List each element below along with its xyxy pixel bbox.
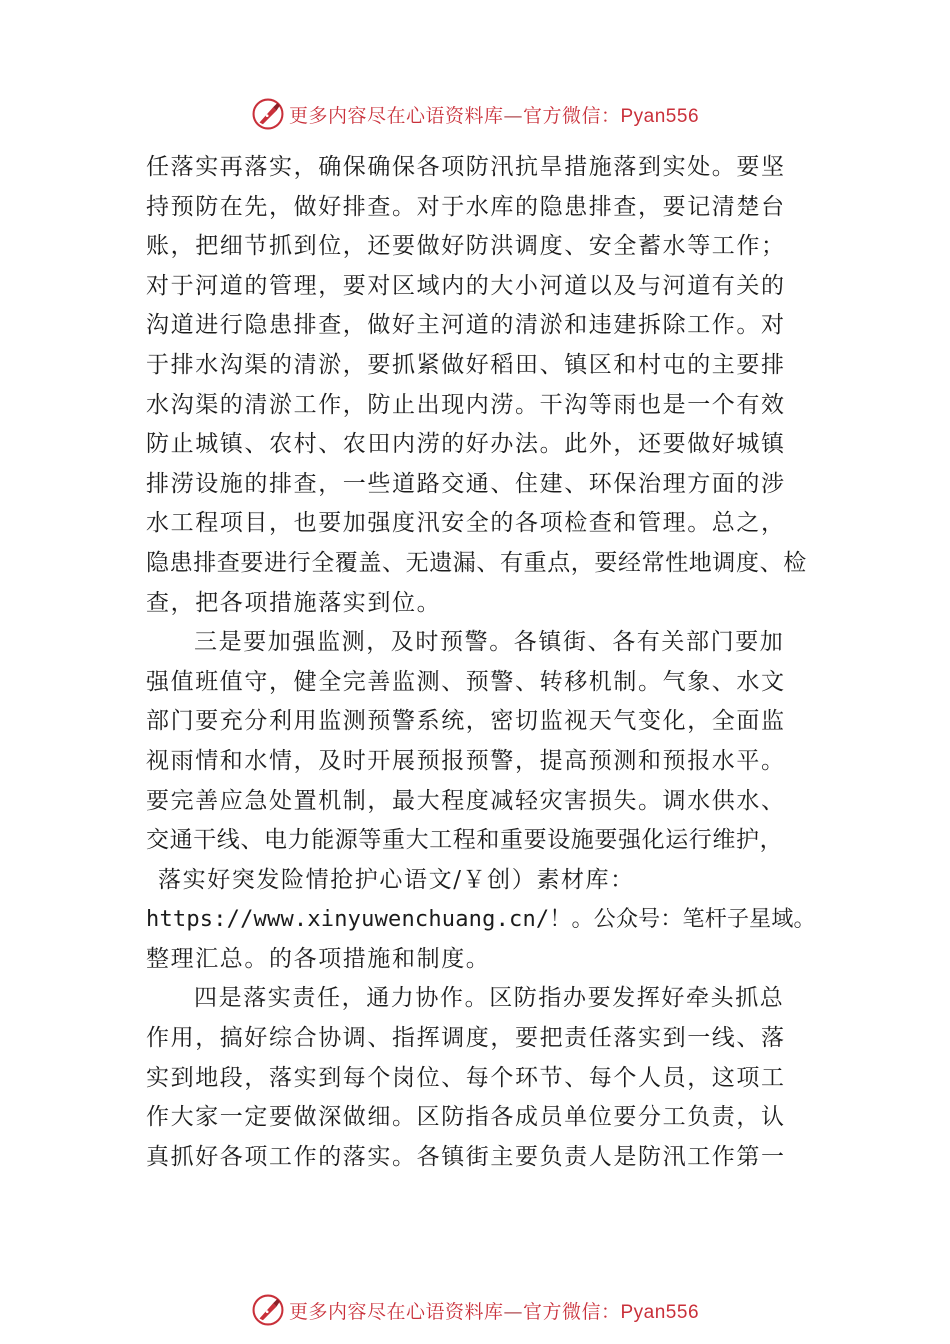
paragraph	[146, 148, 836, 623]
text-line: 四是落实责任，通力协作。区防指办要发挥好牵头抓总	[194, 985, 785, 1012]
paragraph	[146, 979, 836, 1177]
text-line: 落实好突发险情抢护心语文/￥创）素材库：	[158, 866, 635, 893]
banner-title: 更多内容尽在心语资料库	[288, 104, 504, 127]
text-line: 视雨情和水情，及时开展预报预警，提高预测和预报水平。	[146, 747, 786, 774]
text-line: 实到地段，落实到每个岗位、每个环节、每个人员，这项工	[146, 1064, 786, 1091]
text-line-url: https://www.xinyuwenchuang.cn/！。公众号：笔杆子星域。	[146, 907, 816, 933]
text-line: 对于河道的管理，要对区域内的大小河道以及与河道有关的	[146, 272, 786, 299]
text-line: 三是要加强监测，及时预警。各镇街、各有关部门要加	[194, 629, 785, 656]
text-line: 水沟渠的清淤工作，防止出现内涝。干沟等雨也是一个有效	[146, 391, 786, 418]
banner-separator: —	[503, 1300, 523, 1323]
banner-title: 更多内容尽在心语资料库	[288, 1300, 504, 1323]
text-line: 整理汇总。的各项措施和制度。	[146, 945, 491, 972]
footer-banner	[0, 1290, 950, 1330]
text-line: 持预防在先，做好排查。对于水库的隐患排查，要记清楚台	[146, 193, 786, 220]
paragraph	[146, 623, 836, 979]
banner-wechat-id: Pyan556	[620, 1301, 700, 1323]
text-line: 交通干线、电力能源等重大工程和重要设施要强化运行维护，	[146, 827, 784, 854]
text-line: 部门要充分利用监测预警系统，密切监视天气变化，全面监	[146, 708, 786, 735]
text-line: 水工程项目，也要加强度汛安全的各项检查和管理。总之，	[146, 510, 786, 537]
text-line: 隐患排查要进行全覆盖、无遗漏、有重点，要经常性地调度、检	[146, 549, 807, 576]
text-line: 于排水沟渠的清淤，要抓紧做好稻田、镇区和村屯的主要排	[146, 351, 786, 378]
text-line: 强值班值守，健全完善监测、预警、转移机制。气象、水文	[146, 668, 786, 695]
text-line: 沟道进行隐患排查，做好主河道的清淤和违建拆除工作。对	[146, 312, 786, 339]
banner-separator: —	[503, 104, 523, 127]
text-line: 真抓好各项工作的落实。各镇街主要负责人是防汛工作第一	[146, 1143, 786, 1170]
text-line: 排涝设施的排查，一些道路交通、住建、环保治理方面的涉	[146, 470, 786, 497]
header-banner	[0, 94, 950, 134]
text-line: 作大家一定要做深做细。区防指各成员单位要分工负责，认	[146, 1104, 786, 1131]
banner-wechat-label: 官方微信：	[522, 1300, 621, 1323]
text-line: 账，把细节抓到位，还要做好防洪调度、安全蓄水等工作；	[146, 233, 786, 260]
banner-wechat-id: Pyan556	[620, 105, 700, 127]
text-line: 查，把各项措施落实到位。	[146, 589, 442, 616]
text-line: 防止城镇、农村、农田内涝的好办法。此外，还要做好城镇	[146, 431, 786, 458]
text-line: 作用，搞好综合协调、指挥调度，要把责任落实到一线、落	[146, 1025, 786, 1052]
pen-nib-logo-icon	[251, 1293, 285, 1327]
text-line: 要完善应急处置机制，最大程度减轻灾害损失。调水供水、	[146, 787, 786, 814]
text-line: 任落实再落实，确保确保各项防汛抗旱措施落到实处。要坚	[146, 154, 786, 180]
document-body	[146, 148, 836, 1177]
banner-wechat-label: 官方微信：	[522, 104, 621, 127]
pen-nib-logo-icon	[251, 97, 285, 131]
